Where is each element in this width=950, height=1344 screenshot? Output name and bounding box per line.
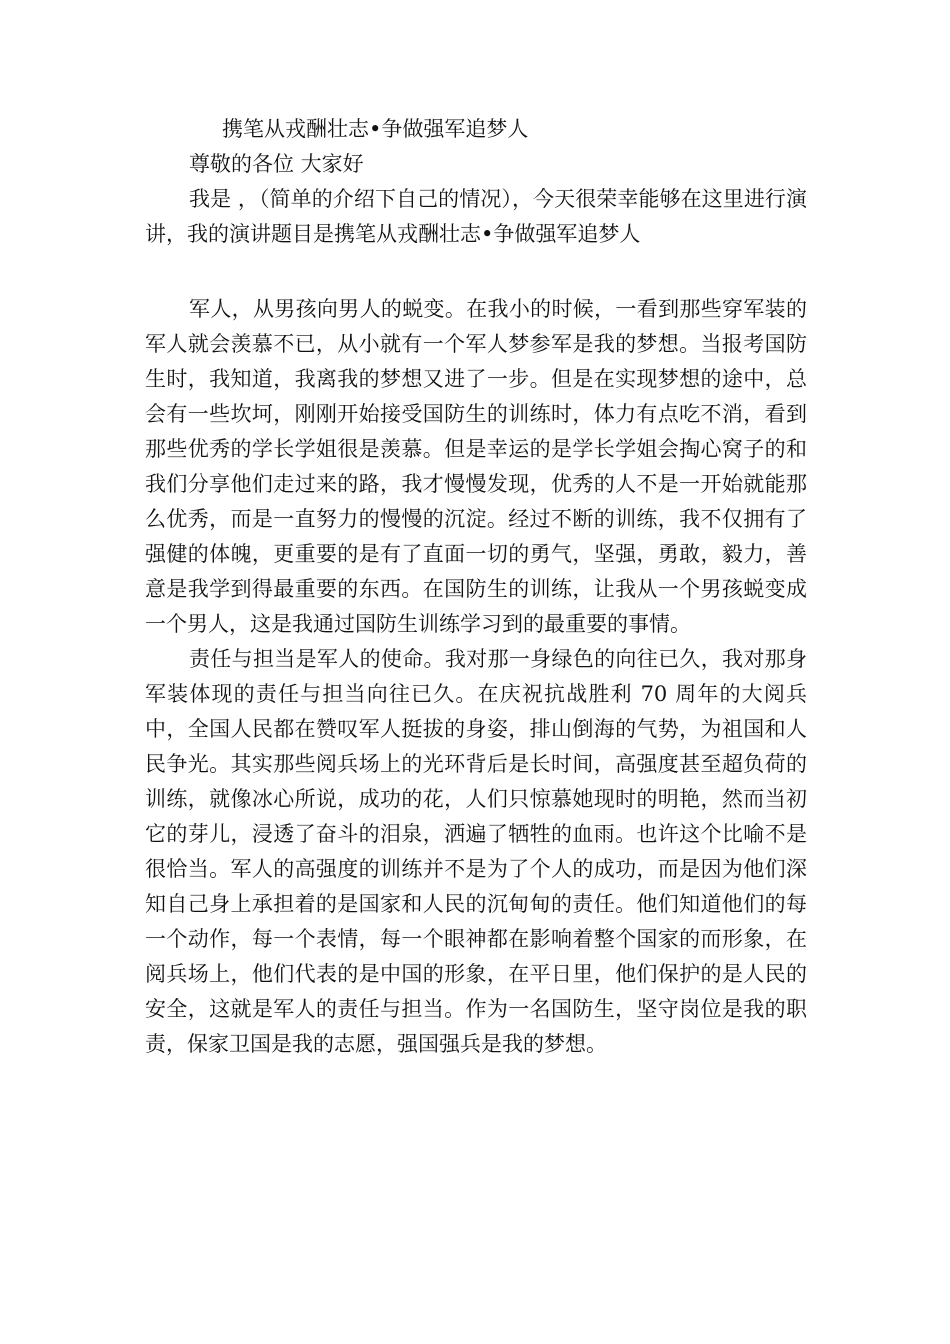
body-paragraph-1: 军人，从男孩向男人的蜕变。在我小的时候，一看到那些穿军装的军人就会羡慕不已，从小就有一个军人梦参军是我的梦想。当报考国防生时，我知道，我离我的梦想又进了一步。但是在实现梦想的途中，总会有一些坎坷，刚刚开始接受国防生的训练时，体力有点吃不消，看到那些优秀的学长学姐很是羡慕。但是幸运的是学长学姐会掏心窝子的和我们分享他们走过来的路，我才慢慢发现，优秀的人不是一开始就能那么优秀，而是一直努力的慢慢的沉淀。经过不断的训练，我不仅拥有了强健的体魄，更重要的是有了直面一切的勇气，坚强，勇敢，毅力，善意是我学到得最重要的东西。在国防生的训练，让我从一个男孩蜕变成一个男人，这是我通过国防生训练学习到的最重要的事情。	[145, 297, 807, 636]
greeting-line: 尊敬的各位 大家好	[189, 152, 364, 176]
paragraph-gap	[145, 252, 807, 292]
body-paragraph-2: 责任与担当是军人的使命。我对那一身绿色的向往已久，我对那身军装体现的责任与担当向往已久。在庆祝抗战胜利 70 周年的大阅兵中，全国人民都在赞叹军人挺拔的身姿，排山倒海的气势，为祖国和人民争光。其实那些阅兵场上的光环背后是长时间，高强度甚至超负荷的训练，就像冰心所说，成功的花，人们只惊慕她现时的明艳，然而当初它的芽儿，浸透了奋斗的泪泉，洒遍了牺牲的血雨。也许这个比喻不是很恰当。军人的高强度的训练并不是为了个人的成功，而是因为他们深知自己身上承担着的是国家和人民的沉甸甸的责任。他们知道他们的每一个动作，每一个表情，每一个眼神都在影响着整个国家的而形象，在阅兵场上，他们代表的是中国的形象，在平日里，他们保护的是人民的安全，这就是军人的责任与担当。作为一名国防生，坚守岗位是我的职责，保家卫国是我的志愿，强国强兵是我的梦想。	[145, 647, 807, 1056]
document-body	[145, 112, 807, 1062]
document-title: 携笔从戎酬壮志•争做强军追梦人	[222, 117, 529, 141]
intro-paragraph: 我是 ，（简单的介绍下自己的情况），今天很荣幸能够在这里进行演讲，我的演讲题目是携笔从戎酬壮志•争做强军追梦人	[145, 187, 807, 246]
